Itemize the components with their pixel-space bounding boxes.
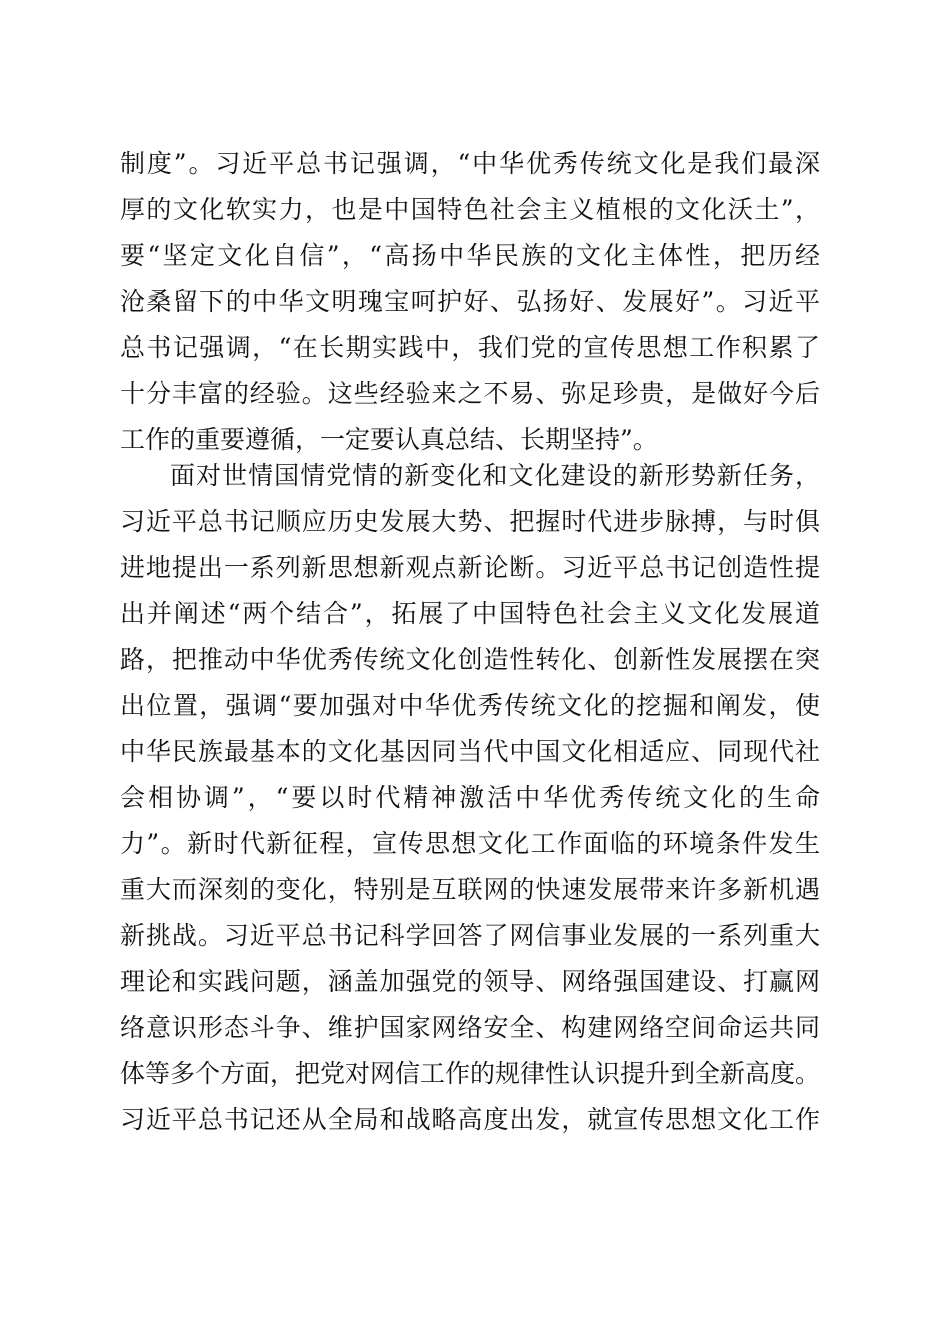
paragraph-line: 制度”。习近平总书记强调，“中华优秀传统文化是我们最深 [120, 149, 820, 178]
paragraph-line: 理论和实践问题，涵盖加强党的领导、网络强国建设、打赢网 [120, 967, 820, 996]
paragraph-line: 体等多个方面，把党对网信工作的规律性认识提升到全新高度。 [120, 1059, 821, 1088]
paragraph-line: 新挑战。习近平总书记科学回答了网信事业发展的一系列重大 [120, 921, 820, 950]
paragraph-2 [120, 453, 820, 1143]
paragraph-line: 重大而深刻的变化，特别是互联网的快速发展带来许多新机遇 [120, 875, 820, 904]
paragraph-line: 总书记强调，“在长期实践中，我们党的宣传思想工作积累了 [120, 333, 820, 362]
paragraph-line: 络意识形态斗争、维护国家网络安全、构建网络空间命运共同 [120, 1013, 820, 1042]
paragraph-line: 力”。新时代新征程，宣传思想文化工作面临的环境条件发生 [120, 829, 820, 858]
paragraph-line: 习近平总书记还从全局和战略高度出发，就宣传思想文化工作 [120, 1105, 820, 1134]
paragraph-line: 中华民族最基本的文化基因同当代中国文化相适应、同现代社 [120, 737, 820, 766]
paragraph-line: 十分丰富的经验。这些经验来之不易、弥足珍贵，是做好今后 [120, 379, 820, 408]
paragraph-line: 厚的文化软实力，也是中国特色社会主义植根的文化沃土”， [120, 195, 820, 224]
paragraph-line: 出并阐述“两个结合”，拓展了中国特色社会主义文化发展道 [120, 599, 820, 628]
paragraph-line: 沧桑留下的中华文明瑰宝呵护好、弘扬好、发展好”。习近平 [120, 287, 820, 316]
paragraph-line: 进地提出一系列新思想新观点新论断。习近平总书记创造性提 [120, 553, 820, 582]
paragraph-line: 习近平总书记顺应历史发展大势、把握时代进步脉搏，与时俱 [120, 507, 820, 536]
paragraph-line: 要“坚定文化自信”，“高扬中华民族的文化主体性，把历经 [120, 241, 820, 270]
paragraph-line: 面对世情国情党情的新变化和文化建设的新形势新任务， [170, 461, 820, 490]
paragraph-line: 工作的重要遵循，一定要认真总结、长期坚持”。 [120, 425, 658, 454]
paragraph-line: 路，把推动中华优秀传统文化创造性转化、创新性发展摆在突 [120, 645, 820, 674]
paragraph-1 [120, 141, 820, 463]
paragraph-line: 会相协调”，“要以时代精神激活中华优秀传统文化的生命 [120, 783, 820, 812]
paragraph-line: 出位置，强调“要加强对中华优秀传统文化的挖掘和阐发，使 [120, 691, 820, 720]
